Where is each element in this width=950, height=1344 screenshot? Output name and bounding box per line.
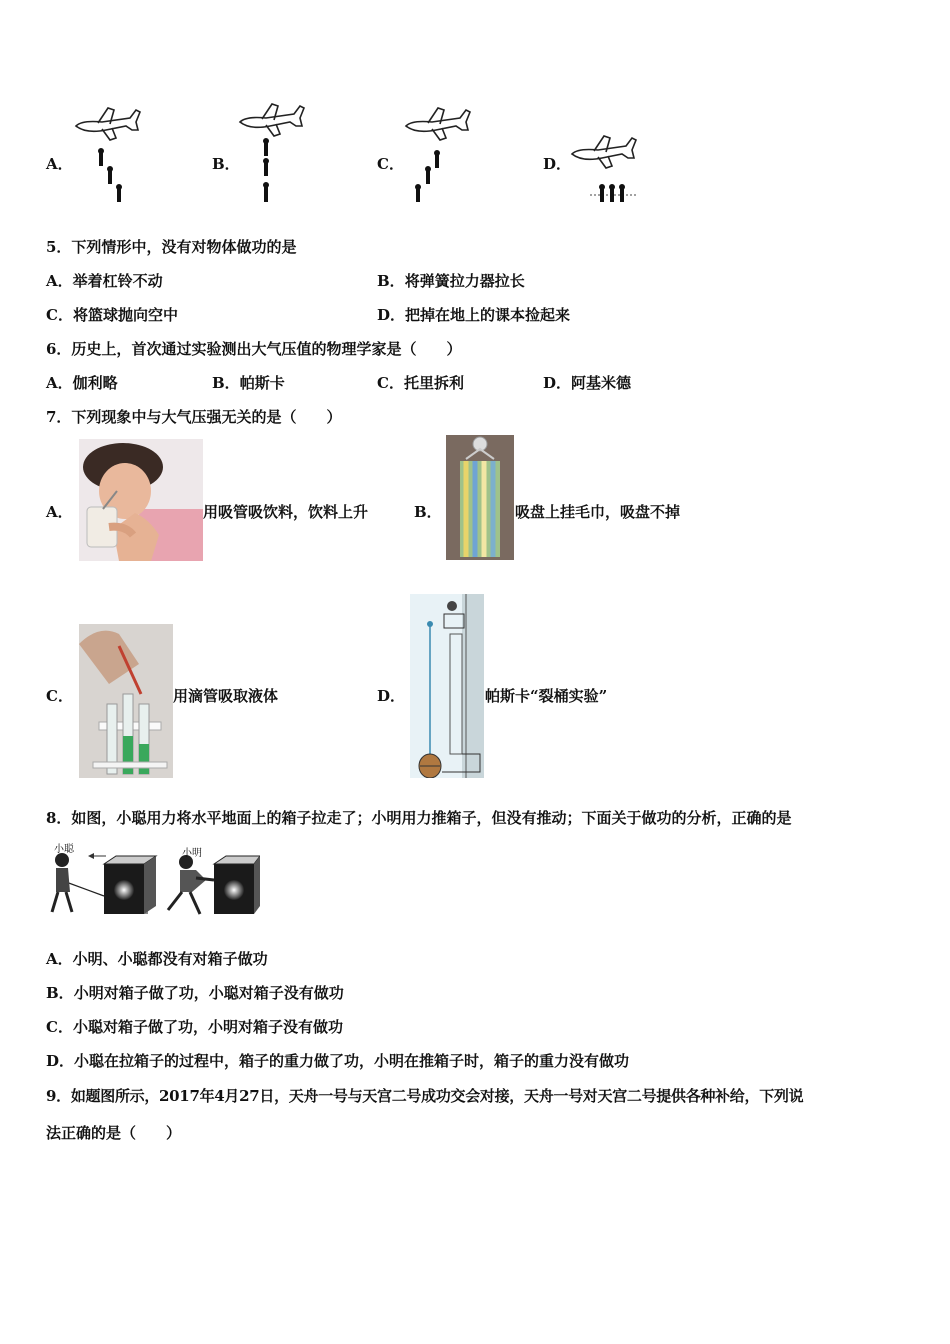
question-stem: 7．下列现象中与大气压强无关的是（ ） [46, 408, 342, 426]
option-text: 伽利略 [72, 374, 118, 392]
push-pull-figure [46, 838, 260, 922]
barrel-experiment-drawing [410, 594, 484, 778]
figure-label-left: 小聪 [54, 844, 74, 855]
figure-label-right: 小明 [182, 848, 202, 859]
option-text: 吸盘上挂毛巾，吸盘不掉 [515, 503, 681, 521]
plane-drop-figure-c [402, 106, 482, 206]
option-label: C． [377, 374, 404, 392]
option-text: 将弹簧拉力器拉长 [404, 272, 525, 290]
option-label: A． [46, 950, 73, 968]
suction-cup-towel-photo [446, 435, 514, 560]
option-label: D． [543, 374, 572, 392]
question-stem: 8．如图，小聪用力将水平地面上的箱子拉走了；小明用力推箱子，但没有推动；下面关于做功的分析，正确的是 [46, 809, 792, 827]
option-b [46, 982, 344, 1003]
question-stem: 5．下列情形中，没有对物体做功的是 [46, 238, 297, 256]
question-stem-line-2: 法正确的是（ ） [46, 1124, 182, 1142]
option-text: 托里拆利 [403, 374, 464, 392]
option-b [212, 372, 285, 393]
option-b [377, 270, 525, 291]
option-label: D． [46, 1052, 75, 1070]
option-a [46, 372, 118, 393]
option-text: 把掉在地上的课本捡起来 [405, 306, 571, 324]
option-label: B． [212, 374, 240, 392]
option-a [46, 270, 163, 291]
option-text: 帕斯卡“裂桶实验” [485, 687, 608, 705]
option-text: 用滴管吸取液体 [173, 687, 279, 705]
option-d [377, 304, 570, 325]
question-stem-line-1: 9．如题图所示，2017年4月27日，天舟一号与天宫二号成功交会对接，天舟一号对天宫二号提供各种补给，下列说 [46, 1087, 804, 1105]
option-label: C． [46, 306, 73, 324]
option-label: B． [414, 503, 442, 521]
option-label: A． [46, 503, 73, 521]
option-text: 小明、小聪都没有对箱子做功 [72, 950, 268, 968]
option-text: 小明对箱子做了功，小聪对箱子没有做功 [73, 984, 344, 1002]
option-c [46, 304, 178, 325]
option-c [377, 372, 464, 393]
question-stem: 6．历史上，首次通过实验测出大气压值的物理学家是（ ） [46, 340, 462, 358]
option-text: 小聪在拉箱子的过程中，箱子的重力做了功，小明在推箱子时，箱子的重力没有做功 [74, 1052, 630, 1070]
option-label: A． [46, 374, 73, 392]
option-label: A． [46, 155, 73, 173]
option-label: B． [377, 272, 405, 290]
option-d [543, 372, 631, 393]
option-text: 帕斯卡 [239, 374, 285, 392]
option-label: C． [46, 1018, 73, 1036]
option-a [46, 948, 268, 969]
option-text: 阿基米德 [571, 374, 632, 392]
option-label: C． [377, 155, 404, 173]
dropper-photo [79, 624, 173, 778]
option-text: 将篮球抛向空中 [72, 306, 178, 324]
option-d [46, 1050, 629, 1071]
option-label: A． [46, 272, 73, 290]
plane-drop-figure-d [568, 134, 648, 206]
option-label: D． [377, 687, 406, 705]
option-text: 小聪对箱子做了功，小明对箱子没有做功 [72, 1018, 343, 1036]
option-label: B． [46, 984, 74, 1002]
straw-drinking-photo [79, 439, 203, 561]
option-c [46, 1016, 343, 1037]
push-pull-drawing [46, 838, 260, 922]
option-text: 用吸管吸饮料，饮料上升 [203, 503, 369, 521]
option-label: D． [377, 306, 406, 324]
option-label: C． [46, 687, 73, 705]
plane-drop-figure-a [72, 106, 152, 206]
option-label: D． [543, 155, 572, 173]
option-text: 举着杠铃不动 [72, 272, 163, 290]
option-label: B． [212, 155, 240, 173]
plane-drop-figure-b [236, 100, 316, 206]
